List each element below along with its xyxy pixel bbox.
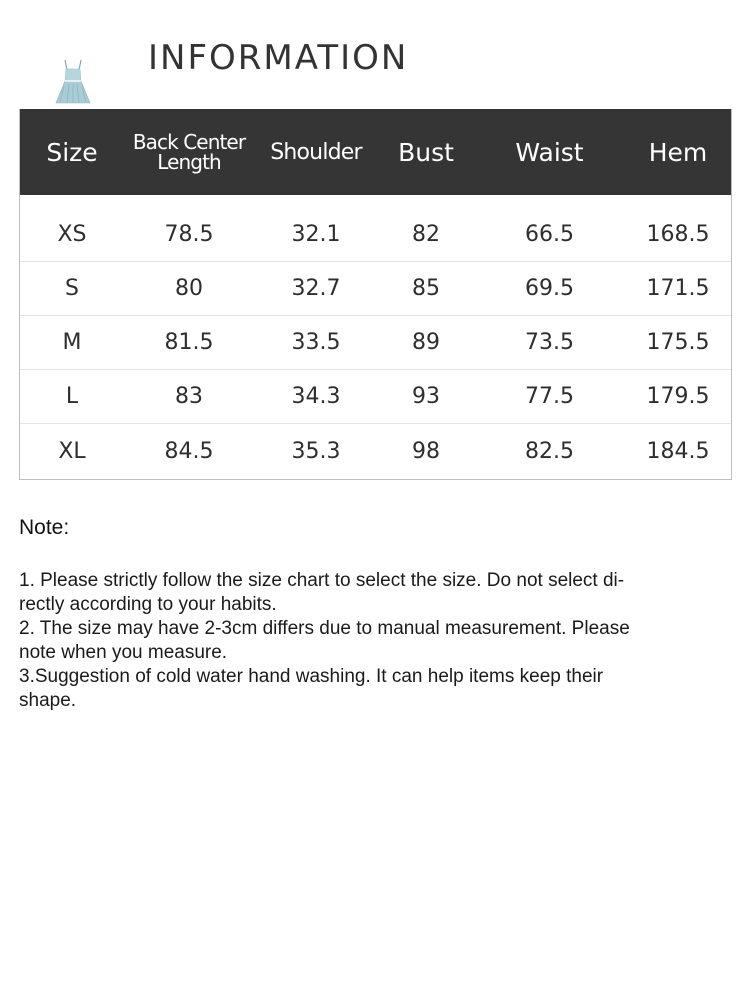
note-line: rectly according to your habits. [19,594,277,615]
note-line: 3.Suggestion of cold water hand washing. It can help items keep their [19,666,604,687]
table-row [20,316,731,370]
column-header-back-center-line1: Back Center [132,130,246,154]
cell-hem: 175.5 [646,330,710,355]
cell-waist: 77.5 [525,384,574,409]
column-header-hem: Hem [648,137,708,167]
column-header-shoulder: Shoulder [270,139,362,165]
table-body [20,195,731,479]
table-row [20,370,731,424]
page-title: INFORMATION [148,38,409,78]
note-line: 2. The size may have 2-3cm differs due to manual measurement. Please [19,618,630,639]
cell-bust: 89 [412,330,440,355]
cell-back-center-length: 80 [175,276,203,301]
cell-shoulder: 32.7 [291,276,341,301]
cell-size: S [65,276,79,301]
table-row [20,208,731,262]
page-header [0,0,750,108]
cell-hem: 184.5 [646,438,710,464]
note-line: 1. Please strictly follow the size chart to select the size. Do not select di- [19,570,625,591]
cell-size: XS [57,222,87,247]
cell-hem: 168.5 [646,222,710,247]
column-header-waist: Waist [515,137,584,167]
note-line: shape. [19,690,77,711]
cell-bust: 85 [412,276,440,301]
note-section [19,515,719,713]
cell-size: L [65,384,79,409]
size-chart-table [19,109,732,480]
cell-shoulder: 35.3 [291,438,341,464]
dress-icon [52,58,94,106]
note-title: Note: [19,516,70,539]
column-header-bust: Bust [398,137,454,167]
column-header-back-center-length [124,109,254,195]
cell-shoulder: 33.5 [291,330,341,355]
cell-back-center-length: 83 [175,384,203,409]
cell-bust: 82 [412,222,440,247]
cell-back-center-length: 84.5 [164,438,214,464]
table-row [20,262,731,316]
note-line: note when you measure. [19,642,228,663]
cell-hem: 171.5 [646,276,710,301]
cell-shoulder: 32.1 [291,222,341,247]
column-header-back-center-line2: Length [157,150,221,174]
cell-back-center-length: 78.5 [164,222,214,247]
cell-waist: 73.5 [525,330,574,355]
cell-bust: 98 [412,438,440,464]
column-header-size: Size [46,137,98,167]
table-header-row [20,109,731,195]
cell-size: M [62,330,82,355]
cell-shoulder: 34.3 [291,384,341,409]
cell-waist: 69.5 [525,276,574,301]
cell-size: XL [58,438,86,464]
cell-hem: 179.5 [646,384,710,409]
cell-bust: 93 [412,384,440,409]
cell-back-center-length: 81.5 [164,330,214,355]
cell-waist: 82.5 [525,438,574,464]
cell-waist: 66.5 [525,222,574,247]
table-row [20,424,731,478]
